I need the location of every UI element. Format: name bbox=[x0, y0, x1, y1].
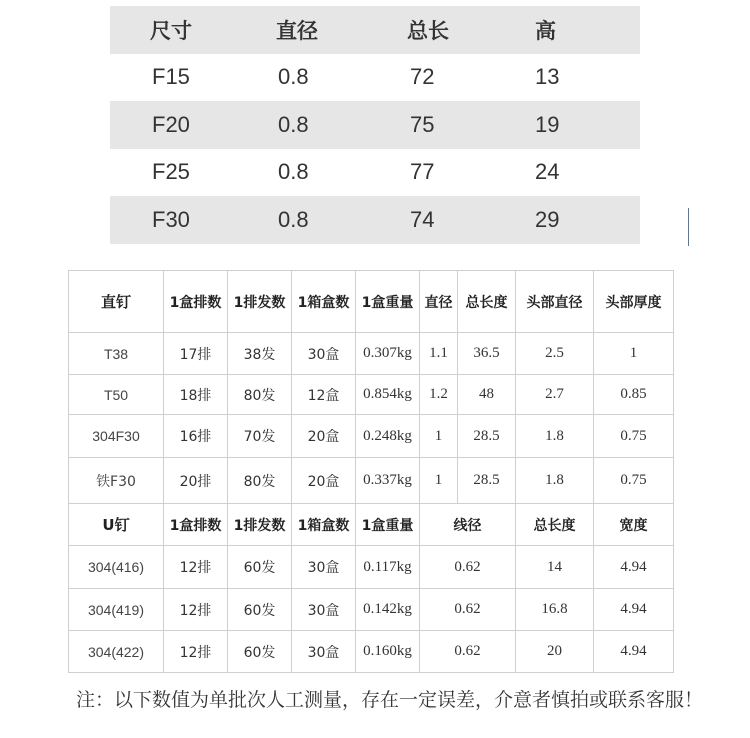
table-cell: 14 bbox=[516, 546, 594, 589]
table-cell: 1 bbox=[420, 415, 458, 458]
model-cell: 304F30 bbox=[69, 415, 164, 458]
header-width: 宽度 bbox=[594, 504, 674, 546]
table-cell: 28.5 bbox=[458, 458, 516, 504]
table-cell: 18排 bbox=[164, 375, 228, 415]
header-nails-per-row: 1排发数 bbox=[228, 504, 292, 546]
table-cell: 4.94 bbox=[594, 546, 674, 589]
u-nail-header-row bbox=[69, 504, 674, 546]
table-cell: 2.5 bbox=[516, 333, 594, 375]
table-cell: 30盒 bbox=[292, 546, 356, 589]
table-cell: 16排 bbox=[164, 415, 228, 458]
table-cell: 30盒 bbox=[292, 589, 356, 631]
header-box-weight: 1盒重量 bbox=[356, 504, 420, 546]
table-cell: 16.8 bbox=[516, 589, 594, 631]
table-row bbox=[69, 333, 674, 375]
model-cell: 304(416) bbox=[69, 546, 164, 589]
header-diameter: 直径 bbox=[276, 18, 318, 43]
diameter-cell: 0.8 bbox=[278, 64, 309, 90]
length-cell: 77 bbox=[410, 159, 435, 185]
table-row bbox=[69, 415, 674, 458]
header-rows-per-box: 1盒排数 bbox=[164, 504, 228, 546]
straight-nail-header-row bbox=[69, 271, 674, 333]
header-u-nail: U钉 bbox=[69, 504, 164, 546]
size-cell: F15 bbox=[152, 64, 190, 90]
model-cell: 铁F30 bbox=[69, 458, 164, 504]
header-head-diameter: 头部直径 bbox=[516, 271, 594, 333]
height-cell: 29 bbox=[535, 206, 560, 232]
header-total-length: 总长 bbox=[407, 18, 449, 43]
header-head-thickness: 头部厚度 bbox=[594, 271, 674, 333]
table-cell: 1 bbox=[420, 458, 458, 504]
length-cell: 75 bbox=[410, 111, 435, 137]
header-rows-per-box: 1盒排数 bbox=[164, 271, 228, 333]
size-table bbox=[110, 6, 640, 244]
table-cell: 12排 bbox=[164, 546, 228, 589]
height-cell: 24 bbox=[535, 159, 560, 185]
size-row bbox=[110, 149, 640, 197]
table-cell: 48 bbox=[458, 375, 516, 415]
table-cell: 1.8 bbox=[516, 458, 594, 504]
size-table-header bbox=[110, 6, 640, 54]
table-row bbox=[69, 589, 674, 631]
table-cell: 28.5 bbox=[458, 415, 516, 458]
length-cell: 74 bbox=[410, 206, 435, 232]
table-cell: 60发 bbox=[228, 589, 292, 631]
size-cell: F30 bbox=[152, 206, 190, 232]
header-boxes-per-case: 1箱盒数 bbox=[292, 271, 356, 333]
table-cell: 60发 bbox=[228, 631, 292, 673]
header-total-length: 总长度 bbox=[458, 271, 516, 333]
table-cell: 36.5 bbox=[458, 333, 516, 375]
divider bbox=[688, 208, 689, 246]
table-cell: 0.62 bbox=[420, 631, 516, 673]
table-cell: 20盒 bbox=[292, 458, 356, 504]
table-cell: 0.337kg bbox=[356, 458, 420, 504]
table-cell: 17排 bbox=[164, 333, 228, 375]
size-row bbox=[110, 54, 640, 102]
table-cell: 0.307kg bbox=[356, 333, 420, 375]
model-cell: T50 bbox=[69, 375, 164, 415]
table-cell: 1.8 bbox=[516, 415, 594, 458]
header-boxes-per-case: 1箱盒数 bbox=[292, 504, 356, 546]
table-cell: 0.248kg bbox=[356, 415, 420, 458]
table-cell: 12排 bbox=[164, 631, 228, 673]
table-cell: 80发 bbox=[228, 375, 292, 415]
header-nails-per-row: 1排发数 bbox=[228, 271, 292, 333]
model-cell: T38 bbox=[69, 333, 164, 375]
nail-spec-table bbox=[68, 270, 674, 673]
size-cell: F25 bbox=[152, 159, 190, 185]
table-cell: 0.62 bbox=[420, 546, 516, 589]
table-cell: 4.94 bbox=[594, 631, 674, 673]
header-size: 尺寸 bbox=[150, 18, 192, 43]
table-cell: 1 bbox=[594, 333, 674, 375]
table-row bbox=[69, 631, 674, 673]
header-height: 高 bbox=[535, 18, 556, 43]
size-row bbox=[110, 101, 640, 149]
table-cell: 0.854kg bbox=[356, 375, 420, 415]
header-box-weight: 1盒重量 bbox=[356, 271, 420, 333]
header-total-length: 总长度 bbox=[516, 504, 594, 546]
table-cell: 4.94 bbox=[594, 589, 674, 631]
table-cell: 12盒 bbox=[292, 375, 356, 415]
table-cell: 0.160kg bbox=[356, 631, 420, 673]
table-cell: 1.2 bbox=[420, 375, 458, 415]
model-cell: 304(422) bbox=[69, 631, 164, 673]
height-cell: 13 bbox=[535, 64, 560, 90]
diameter-cell: 0.8 bbox=[278, 111, 309, 137]
table-cell: 20 bbox=[516, 631, 594, 673]
table-cell: 0.142kg bbox=[356, 589, 420, 631]
length-cell: 72 bbox=[410, 64, 435, 90]
model-cell: 304(419) bbox=[69, 589, 164, 631]
header-straight-nail: 直钉 bbox=[69, 271, 164, 333]
table-row bbox=[69, 458, 674, 504]
header-wire-diameter: 线径 bbox=[420, 504, 516, 546]
table-cell: 30盒 bbox=[292, 631, 356, 673]
table-row bbox=[69, 375, 674, 415]
header-diameter: 直径 bbox=[420, 271, 458, 333]
disclaimer-note: 注：以下数值为单批次人工测量，存在一定误差，介意者慎拍或联系客服！ bbox=[76, 689, 704, 711]
table-cell: 0.85 bbox=[594, 375, 674, 415]
diameter-cell: 0.8 bbox=[278, 159, 309, 185]
height-cell: 19 bbox=[535, 111, 560, 137]
size-cell: F20 bbox=[152, 111, 190, 137]
table-cell: 20排 bbox=[164, 458, 228, 504]
table-cell: 0.62 bbox=[420, 589, 516, 631]
table-cell: 20盒 bbox=[292, 415, 356, 458]
table-row bbox=[69, 546, 674, 589]
table-cell: 12排 bbox=[164, 589, 228, 631]
table-cell: 80发 bbox=[228, 458, 292, 504]
size-row bbox=[110, 196, 640, 244]
table-cell: 38发 bbox=[228, 333, 292, 375]
table-cell: 60发 bbox=[228, 546, 292, 589]
table-cell: 1.1 bbox=[420, 333, 458, 375]
table-cell: 70发 bbox=[228, 415, 292, 458]
diameter-cell: 0.8 bbox=[278, 206, 309, 232]
table-cell: 2.7 bbox=[516, 375, 594, 415]
table-cell: 0.75 bbox=[594, 458, 674, 504]
table-cell: 30盒 bbox=[292, 333, 356, 375]
table-cell: 0.75 bbox=[594, 415, 674, 458]
table-cell: 0.117kg bbox=[356, 546, 420, 589]
